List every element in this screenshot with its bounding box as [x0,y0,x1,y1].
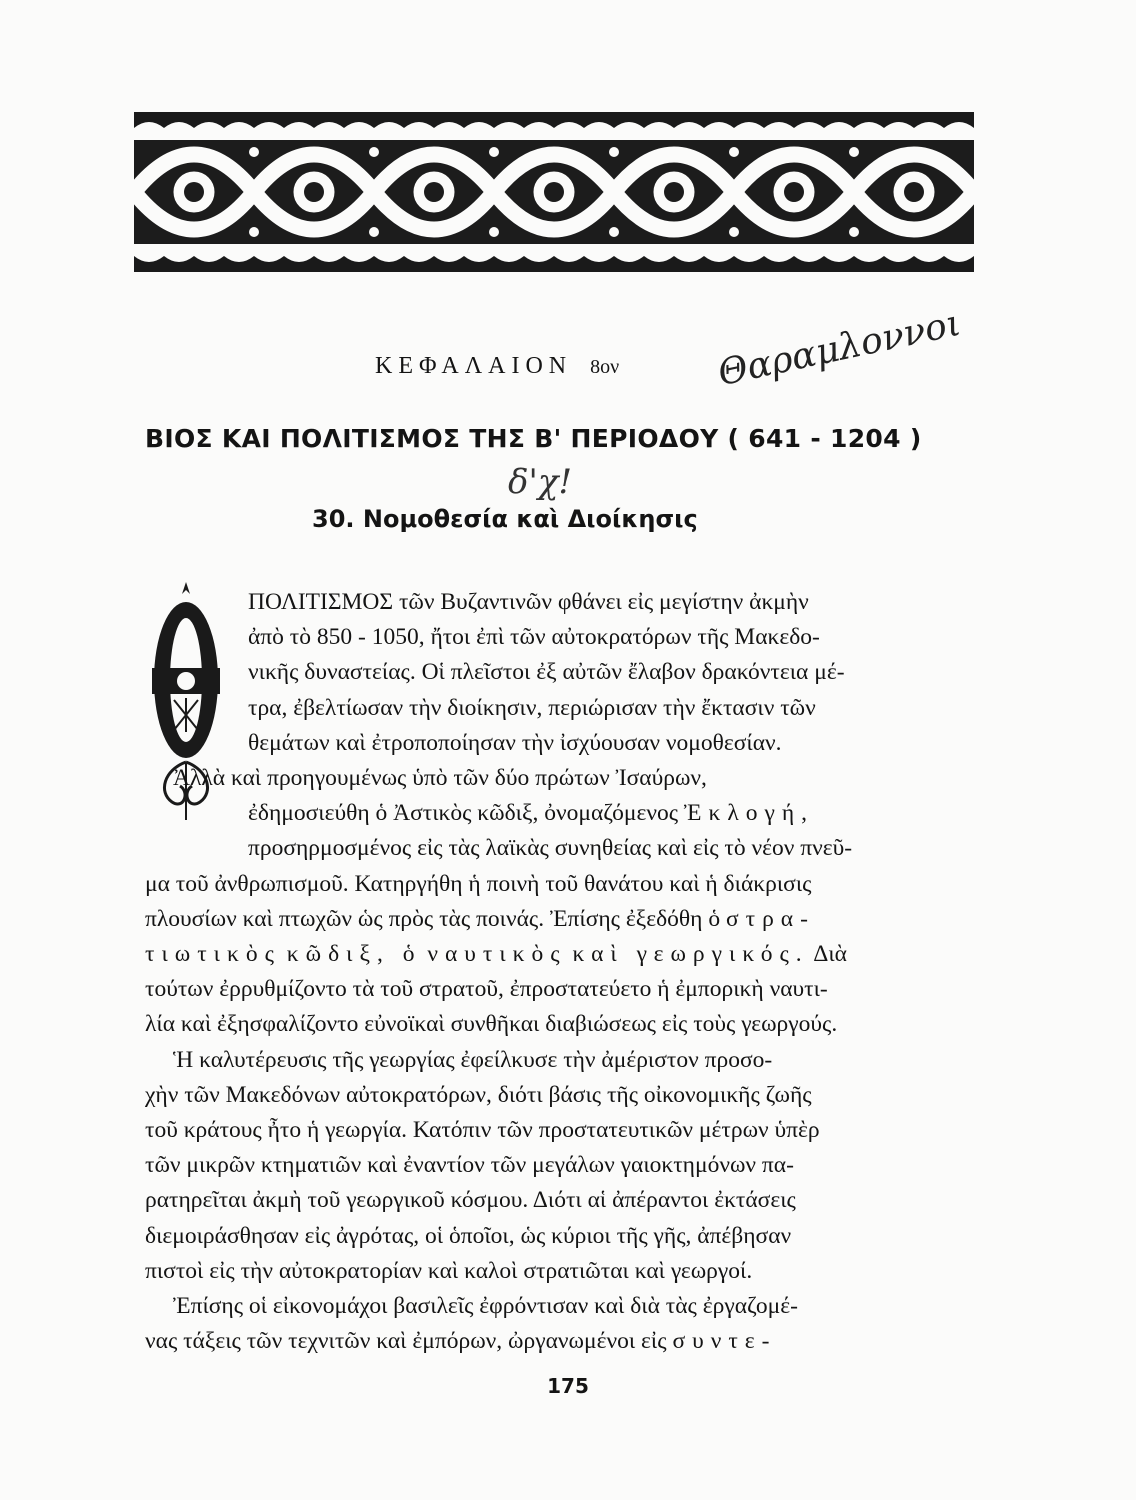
body-line: τούτων ἐρρυθμίζοντο τὰ τοῦ στρατοῦ, ἐπροστατεύετο ἡ ἐμπορικὴ ναυτι- [145,976,828,1003]
spaced-term: συντε- [672,1328,777,1355]
body-line-text: κῶδιξ, ὁ [286,941,422,968]
body-line: ἀπὸ τὸ 850 - 1050, ἤτοι ἐπὶ τῶν αὐτοκρατόρων τῆς Μακεδο- [248,624,820,651]
handwritten-mark: δ'χ! [508,462,573,502]
body-line [145,1324,980,1359]
body-line: Ἡ καλυτέρευσις τῆς γεωργίας ἐφείλκυσε τὴν ἀμέριστον προσο- [173,1046,773,1073]
body-line: χὴν τῶν Μακεδόνων αὐτοκρατόρων, διότι βάσις τῆς οἰκονομικῆς ζωῆς [145,1081,812,1108]
page-title: ΒΙΟΣ ΚΑΙ ΠΟΛΙΤΙΣΜΟΣ ΤΗΣ Β' ΠΕΡΙΟΔΟΥ ( 641 - 1204 ) [145,424,922,453]
body-line [145,937,980,972]
decorative-border-ornament [134,112,974,272]
spaced-term: καὶ γεωργικός. [572,941,809,968]
body-line: ρατηρεῖται ἀκμὴ τοῦ γεωργικοῦ κόσμου. Διότι αἱ ἀπέραντοι ἐκτάσεις [145,1187,796,1214]
body-line: μα τοῦ ἀνθρωπισμοῦ. Κατηργήθη ἡ ποινὴ τοῦ θανάτου καὶ ἡ διάκρισις [145,870,812,897]
body-line: διεμοιράσθησαν εἰς ἀγρότας, οἱ ὁποῖοι, ὡς κύριοι τῆς γῆς, ἀπέβησαν [145,1222,792,1249]
spaced-term: τιωτικὸς [145,941,281,968]
chapter-ordinal: 8ον [590,356,620,378]
chapter-label: ΚΕΦΑΛΑΙΟΝ [375,353,573,379]
spaced-term: Ἐκλογή, [683,800,815,827]
body-line: τῶν μικρῶν κτηματιῶν καὶ ἐναντίον τῶν μεγάλων γαιοκτημόνων πα- [145,1152,794,1179]
body-line: Ἐπίσης οἱ εἰκονομάχοι βασιλεῖς ἐφρόντισαν καὶ διὰ τὰς ἐργαζομέ- [173,1293,798,1320]
handwritten-annotation: Θαραμλοννοι [714,302,965,395]
body-line-text: νας τάξεις τῶν τεχνιτῶν καὶ ἐμπόρων, ὠργανωμένοι εἰς [145,1328,667,1355]
body-line [145,902,980,937]
section-heading [312,505,698,533]
page-number: 175 [547,1374,589,1398]
body-line: πιστοὶ εἰς τὴν αὐτοκρατορίαν καὶ καλοὶ στρατιῶται καὶ γεωργοί. [145,1257,753,1284]
section-title: Νομοθεσία καὶ Διοίκησις [362,505,698,533]
body-line-text: Διὰ [813,941,847,968]
body-line: ΠΟΛΙΤΙΣΜΟΣ τῶν Βυζαντινῶν φθάνει εἰς μεγίστην ἀκμὴν [248,589,809,615]
body-line: προσηρμοσμένος εἰς τὰς λαϊκὰς συνηθείας καὶ εἰς τὸ νέον πνεῦ- [248,835,853,862]
body-line: νικῆς δυναστείας. Οἱ πλεῖστοι ἐξ αὐτῶν ἔλαβον δρακόντεια μέ- [248,659,845,686]
body-line-text: ἐδημοσιεύθη ὁ Ἀστικὸς κῶδιξ, ὀνομαζόμενος [248,800,679,827]
body-line: τοῦ κράτους ἦτο ἡ γεωργία. Κατόπιν τῶν προστατευτικῶν μέτρων ὑπὲρ [145,1117,820,1144]
body-line: λία καὶ ἐξησφαλίζοντο εὐνοϊκαὶ συνθῆκαι διαβιώσεως εἰς τοὺς γεωργούς. [145,1011,838,1038]
spaced-term: ναυτικὸς [427,941,567,968]
section-number: 30. [312,505,355,533]
body-text [145,585,980,1359]
body-line: τρα, ἐβελτίωσαν τὴν διοίκησιν, περιώρισαν τὴν ἔκτασιν τῶν [248,694,816,721]
chapter-heading [375,353,619,380]
body-line-text: πλουσίων καὶ πτωχῶν ὡς πρὸς τὰς ποινάς. Ἐπίσης ἐξεδόθη ὁ [145,905,721,932]
body-line [145,796,980,831]
body-line: Ἀλλὰ καὶ προηγουμένως ὑπὸ τῶν δύο πρώτων Ἰσαύρων, [173,765,707,792]
body-line: θεμάτων καὶ ἐτροποποίησαν τὴν ἰσχύουσαν νομοθεσίαν. [248,729,782,756]
spaced-term: στρα- [725,905,815,932]
